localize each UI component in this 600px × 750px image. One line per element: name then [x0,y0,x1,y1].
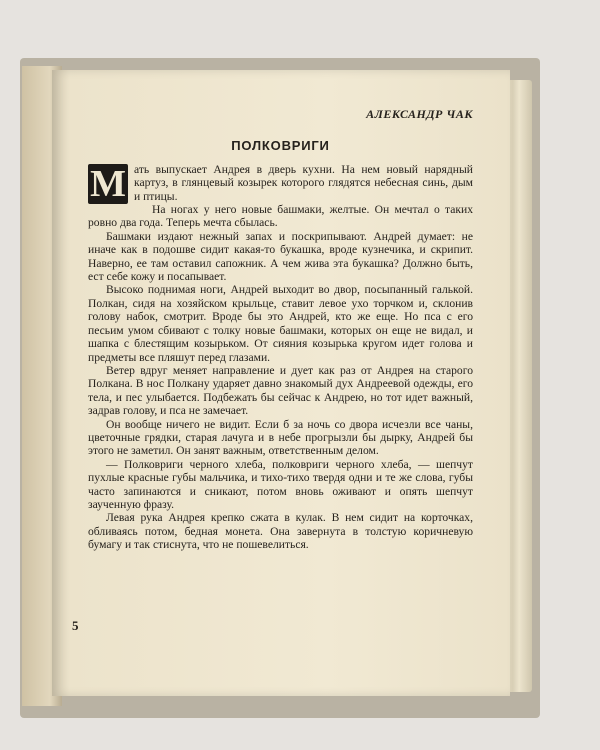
chapter-title: ПОЛКОВРИГИ [231,138,330,154]
paragraph-8: Левая рука Андрея крепко сжата в кулак. В нем сидит на корточках, обливаясь потом, бедная монета. Она завернута в толстую коричневую бумагу и так стиснута, что не пошевелиться. [88,511,473,552]
paragraph-4: Высоко поднимая ноги, Андрей выходит во двор, посыпанный галькой. Полкан, сидя на хозяйском крыльце, ставит левое ухо торчком и, склонив голову набок, смотрит. Вроде бы это Андрей, кто же еще. Но пса с его песьим умом сбивают с толку новые башмаки, которых он еще не видал, и шапка с блестящим козырьком. От сияния козырька кругом идет голова и предметы все пляшут перед глазами. [88,283,473,364]
running-head-author: АЛЕКСАНДР ЧАК [366,107,473,121]
paragraph-2: На ногах у него новые башмаки, желтые. Он мечтал о таких ровно два года. Теперь мечта сбылась. [88,203,473,230]
drop-cap: М [88,164,128,204]
page-number: 5 [72,618,79,633]
paragraph-1 [88,163,473,203]
paragraph-3: Башмаки издают нежный запах и поскрипывают. Андрей думает: не иначе как в подошве сидит какая-то букашка, вроде кузнечика, и скрипит. Наверно, ее там оставил сапожник. А чем жива эта букашка? Должно быть, ест себе кожу и посапывает. [88,229,473,284]
paragraph-6: Он вообще ничего не видит. Если б за ночь со двора исчезли все чаны, цветочные грядки, старая лачуга и в небе прогрызли бы дырку, Андрей бы этого не заметил. Он занят важным, ответственным делом. [88,417,473,458]
paragraph-7: — Полковриги черного хлеба, полковриги черного хлеба, — шепчут пухлые красные губы мальчика, и тихо-тихо твердя одни и те же слова, губы часто запинаются и сникают, потом вновь оживают и опять шепчут заученную фразу. [88,457,473,511]
page-content [88,108,473,552]
paragraph-1-text: ать выпускает Андрея в дверь кухни. На нем новый нарядный картуз, в глянцевый козырек которого глядятся небесная синь, дым и птицы. [134,162,473,203]
paragraph-5: Ветер вдруг меняет направление и дует как раз от Андрея на старого Полкана. В нос Полкану ударяет давно знакомый дух Андреевой одежды, его тела, и пес улыбается. Подбежать бы сейчас к Андрею, но тот идет важный, задрав голову, и пса не замечает. [88,363,473,418]
